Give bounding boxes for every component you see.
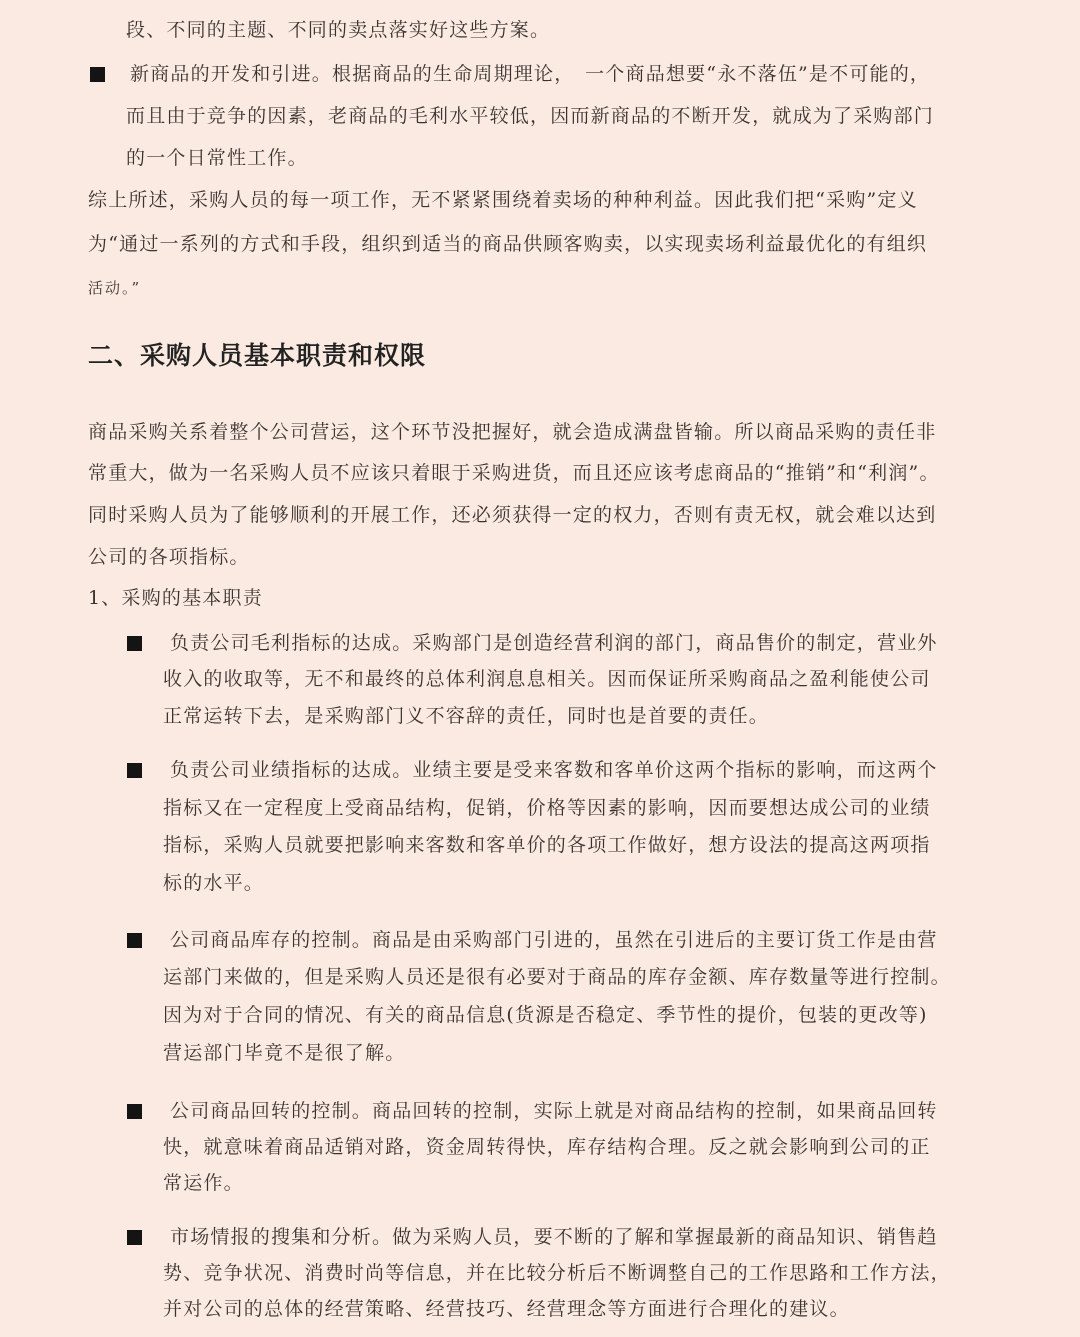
- text-line: 常重大，做为一名采购人员不应该只着眼于采购进货，而且还应该考虑商品的“推销”和“利润”。: [88, 462, 940, 484]
- text-line: 的一个日常性工作。: [126, 147, 308, 169]
- text-line: 公司商品库存的控制。商品是由采购部门引进的，虽然在引进后的主要订货工作是由营: [170, 929, 938, 951]
- text-line: 指标，采购人员就要把影响来客数和客单价的各项工作做好，想方设法的提高这两项指: [163, 834, 931, 856]
- bullet-square-icon: [127, 1104, 142, 1119]
- text-line: 快，就意味着商品适销对路，资金周转得快，库存结构合理。反之就会影响到公司的正: [163, 1136, 931, 1158]
- bullet-square-icon: [127, 1230, 142, 1245]
- text-line: 市场情报的搜集和分析。做为采购人员，要不断的了解和掌握最新的商品知识、销售趋: [170, 1226, 938, 1248]
- text-line: 势、竞争状况、消费时尚等信息，并在比较分析后不断调整自己的工作思路和工作方法，: [163, 1262, 951, 1284]
- bullet-square-icon: [127, 933, 142, 948]
- text-line: 而且由于竞争的因素，老商品的毛利水平较低，因而新商品的不断开发，就成为了采购部门: [126, 105, 935, 127]
- text-line: 因为对于合同的情况、有关的商品信息(货源是否稳定、季节性的提价，包装的更改等): [163, 1004, 928, 1026]
- text-line: 活动。”: [88, 279, 142, 297]
- subheading: 1、采购的基本职责: [88, 587, 263, 609]
- text-line: 段、不同的主题、不同的卖点落实好这些方案。: [126, 19, 551, 41]
- text-line: 营运部门毕竟不是很了解。: [163, 1042, 406, 1064]
- bullet-square-icon: [127, 636, 142, 651]
- text-line: 收入的收取等，无不和最终的总体利润息息相关。因而保证所采购商品之盈利能使公司: [163, 668, 931, 690]
- text-line: 负责公司毛利指标的达成。采购部门是创造经营利润的部门，商品售价的制定，营业外: [170, 632, 938, 654]
- text-line: 指标又在一定程度上受商品结构，促销，价格等因素的影响，因而要想达成公司的业绩: [163, 797, 931, 819]
- text-line: 新商品的开发和引进。根据商品的生命周期理论， 一个商品想要“永不落伍”是不可能的，: [130, 63, 931, 85]
- text-line: 公司的各项指标。: [88, 546, 250, 568]
- text-line: 常运作。: [163, 1172, 244, 1194]
- text-line: 公司商品回转的控制。商品回转的控制，实际上就是对商品结构的控制，如果商品回转: [170, 1100, 938, 1122]
- text-line: 为“通过一系列的方式和手段，组织到适当的商品供顾客购卖，以实现卖场利益最优化的有组织: [88, 233, 928, 255]
- section-title: 二、采购人员基本职责和权限: [88, 341, 427, 370]
- text-line: 并对公司的总体的经营策略、经营技巧、经营理念等方面进行合理化的建议。: [163, 1298, 850, 1320]
- text-line: 负责公司业绩指标的达成。业绩主要是受来客数和客单价这两个指标的影响，而这两个: [170, 759, 938, 781]
- text-line: 运部门来做的，但是采购人员还是很有必要对于商品的库存金额、库存数量等进行控制。: [163, 966, 951, 988]
- text-line: 商品采购关系着整个公司营运，这个环节没把握好，就会造成满盘皆输。所以商品采购的责任非: [88, 421, 937, 443]
- bullet-square-icon: [90, 67, 105, 82]
- text-line: 标的水平。: [163, 872, 265, 894]
- text-line: 正常运转下去，是采购部门义不容辞的责任，同时也是首要的责任。: [163, 705, 770, 727]
- bullet-square-icon: [127, 763, 142, 778]
- text-line: 综上所述，采购人员的每一项工作，无不紧紧围绕着卖场的种种利益。因此我们把“采购”定义: [88, 189, 918, 211]
- text-line: 同时采购人员为了能够顺利的开展工作，还必须获得一定的权力，否则有责无权，就会难以达到: [88, 504, 937, 526]
